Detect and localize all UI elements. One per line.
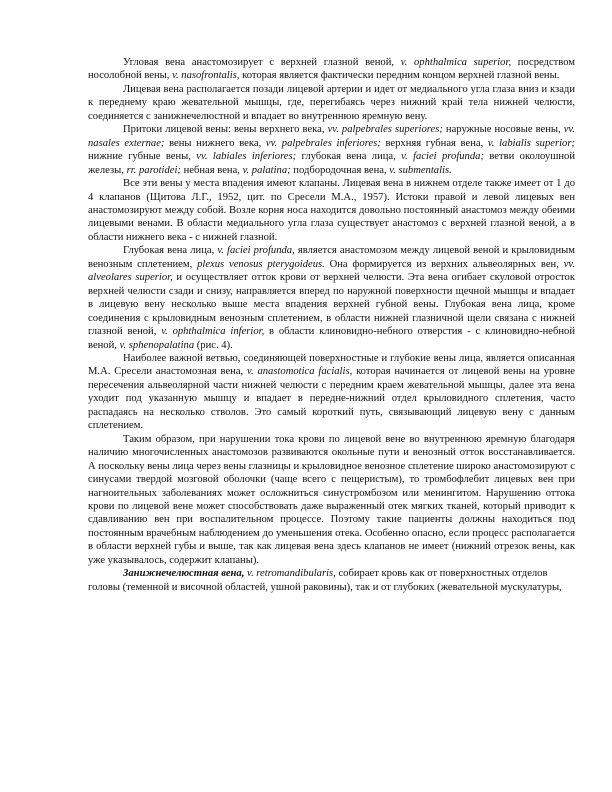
paragraph-retromandibular-vein	[88, 567, 575, 594]
latin-term: vv. alveolares superior,	[88, 258, 575, 284]
text-run: в области клиновидно-небного отверстия - с клиновидно-небной веной,	[88, 326, 576, 351]
text-run: наружные носовые вены,	[442, 124, 564, 136]
latin-term: v. sphenopalatina	[119, 339, 195, 351]
text-run: Лицевая вена располагается позади лицевой артерии и идет от медиального угла глаза вниз и кзади к переднему краю жевательной мышцы, где, перегибаясь через нижний край тела нижней челюсти, соединяется с занижнечелюстной и впадает во внутреннюю яремную вену.	[88, 83, 575, 122]
text-run: подбородочная вена,	[290, 164, 390, 176]
latin-term: v. submentalis.	[389, 164, 452, 176]
latin-term: vv. palpebrales superiores;	[327, 124, 443, 136]
text-run: которая является фактически передним концом верхней глазной вены.	[239, 70, 560, 82]
paragraph-anastomotic-vein	[88, 352, 575, 433]
latin-term: v. faciei profunda;	[401, 151, 484, 163]
text-run: верхняя губная вена,	[380, 137, 488, 149]
term-bold-italic: Занижнечелюстная вена,	[123, 568, 245, 580]
latin-term: v. nasofrontalis,	[172, 70, 240, 82]
latin-term: rr. parotidei;	[126, 164, 181, 176]
text-run: небная вена,	[180, 164, 243, 176]
text-run: (рис. 4).	[194, 339, 233, 351]
latin-term: vv. labiales inferiores;	[196, 151, 297, 163]
latin-term: v. faciei profunda,	[217, 245, 295, 257]
term-heading	[123, 568, 244, 579]
text-run: ветви околоушной железы,	[88, 151, 576, 176]
latin-term: vv. palpebrales inferiores;	[265, 137, 381, 149]
paragraph-deep-facial-vein	[88, 244, 575, 352]
text-run: Притоки лицевой вены: вены верхнего века,	[123, 124, 328, 136]
paragraph-clinical-significance	[88, 433, 575, 568]
text-run: посредством носолобной вены,	[88, 57, 576, 82]
text-run: Угловая вена анастомозирует с верхней глазной веной,	[123, 57, 401, 68]
text-run: Глубокая вена лица,	[123, 245, 218, 257]
latin-term: vv. nasales externae;	[88, 124, 576, 149]
text-run: вены нижнего века,	[164, 137, 266, 149]
latin-term: v. ophthalmica inferior,	[161, 326, 265, 338]
text-run: Все эти вены у места впадения имеют клапаны. Лицевая вена в нижнем отделе также имеет от 1 до 4 клапанов (Щитова Л.Г., 1952, цит. по Сресели М.А., 1957). Истоки правой и левой лицевых вен анастомозируют между собой. Возле корня носа находится довольно постоянный анастомоз между обеими лицевыми венами. В области медиального угла глаза существует анастомоз с верхней глазной веной, а в области нижнего века - с нижней глазной.	[88, 178, 575, 243]
text-run: собирает кровь как от поверхностных отделов головы (теменной и височной областей, ушной раковины), так и от глубоких (жевательной мускулатуры,	[88, 568, 562, 593]
latin-term: v. labialis superior;	[487, 137, 575, 149]
latin-term: v. retromandibularis,	[247, 568, 336, 580]
text-run: Она формируется из верхних альвеолярных вен,	[324, 258, 564, 270]
paragraph-facial-vein-course	[88, 83, 575, 123]
latin-term: v. ophthalmica superior,	[400, 57, 512, 68]
text-run: и осуществляет отток крови от верхней челюсти. Эта вена огибает скуловой отросток верхней челюсти сзади и снизу, направляется вперед по наружной поверхности щечной мышцы и впадает в лицевую вену несколько выше места впадения верхней губной вены. Глубокая вена лица, кроме соединения с крыловидным венозным сплетением, в области нижней глазничной щели связана с нижней глазной веной,	[88, 272, 575, 338]
latin-term: v. palatina;	[242, 164, 291, 176]
text-run: Таким образом, при нарушении тока крови по лицевой вене во внутреннюю яремную благодаря наличию многочисленных анастомозов развиваются окольные пути и венозный отток восстанавливается. А поскольку вены лица через вены глазницы и крыловидное венозное сплетение широко анастомозируют с синусами твердой мозговой оболочки (чаще всего с пещеристым), то тромбофлебит лицевых вен при нагноительных заболеваниях может осложниться синустромбозом или менингитом. Нарушению оттока крови по лицевой вене может способствовать даже выраженный отек мягких тканей, который приводит к сдавливанию вен при воспалительном процессе. Поэтому такие пациенты должны находиться под постоянным врачебным наблюдением до уменьшения отека. Особенно опасно, если процесс располагается в области верхней губы и выше, так как лицевая вена здесь клапанов не имеет (нижний отрезок вены, как уже указывалось, содержит клапаны).	[88, 433, 575, 566]
latin-term: v. anastomotica facialis,	[247, 366, 353, 378]
document-body	[88, 56, 575, 594]
latin-term: plexus venosus pterygoideus.	[197, 258, 325, 270]
text-run: является анастомозом между лицевой веной и крыловидным венозным сплетением,	[88, 245, 576, 270]
paragraph-facial-vein-tributaries	[88, 123, 575, 177]
text-run: Наиболее важной ветвью, соединяющей поверхностные и глубокие вены лица, является описанная М.А. Сресели анастомозная вена,	[88, 352, 575, 378]
text-run: которая начинается от лицевой вены на уровне пересечения альвеолярной части нижней челюсти с передним краем жевательной мышцы, далее эта вена уходит под указанную мышцу и впадает в передне-нижний отдел крыловидного сплетения, часто распадаясь на несколько стволов. Это самый короткий путь, связывающий лицевую вену с данным сплетением.	[88, 366, 575, 432]
text-run: нижние губные вены,	[88, 151, 197, 163]
text-run: глубокая вена лица,	[296, 151, 402, 163]
paragraph-angular-vein	[88, 56, 575, 83]
paragraph-valves-anastomoses	[88, 177, 575, 244]
